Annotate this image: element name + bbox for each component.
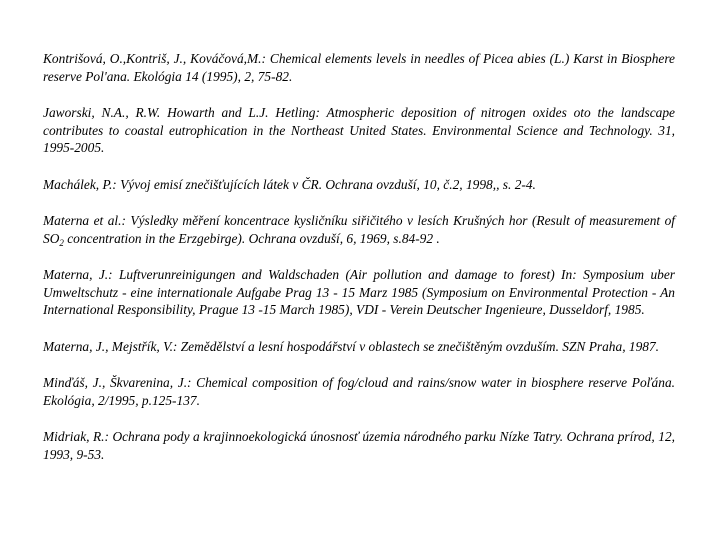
reference-text-after-subscript: concentration in the Erzgebirge). Ochrana ovzduší, 6, 1969, s.84-92 .	[63, 230, 440, 246]
reference-list	[43, 50, 675, 463]
reference-item: Minďáš, J., Škvarenina, J.: Chemical composition of fog/cloud and rains/snow water in biosphere reserve Poľána. Ekológia, 2/1995, p.125-137.	[43, 375, 675, 408]
reference-item: Machálek, P.: Vývoj emisí znečišťujících látek v ČR. Ochrana ovzduší, 10, č.2, 1998,, s. 2-4.	[43, 176, 536, 192]
reference-item: Jaworski, N.A., R.W. Howarth and L.J. Hetling: Atmospheric deposition of nitrogen oxides oto the landscape contributes to coastal eutrophication in the Northeast United States. Environmental Science and Technology. 31, 1995-2005.	[43, 105, 675, 155]
reference-item: Materna, J., Mejstřík, V.: Zemědělství a lesní hospodářství v oblastech se znečištěným ovzduším. SZN Praha, 1987.	[43, 338, 660, 354]
reference-item: Midriak, R.: Ochrana pody a krajinnoekologická únosnosť územia národného parku Nízke Tatry. Ochrana prírod, 12, 1993, 9-53.	[43, 429, 675, 462]
reference-item: Kontrišová, O.,Kontriš, J., Kováčová,M.: Chemical elements levels in needles of Picea abies (L.) Karst in Biosphere reserve Pol'ana. Ekológia 14 (1995), 2, 75-82.	[43, 51, 675, 84]
reference-item	[43, 212, 675, 247]
reference-item: Materna, J.: Luftverunreinigungen and Waldschaden (Air pollution and damage to forest) In: Symposium uber Umweltschutz - eine internationale Aufgabe Prag 13 - 15 Marz 1985 (Symposium on Environmental Protection - An International Responsibility, Prague 13 -15 March 1985), VDI - Verein Deutscher Ingenieure, Dusseldorf, 1985.	[43, 267, 675, 317]
reference-text-before-subscript: Materna et al.: Výsledky měření koncentrace kysličníku siřičitého v lesích Krušných hor (Result of measurement of SO	[43, 213, 675, 246]
subscript: 2	[59, 237, 64, 248]
